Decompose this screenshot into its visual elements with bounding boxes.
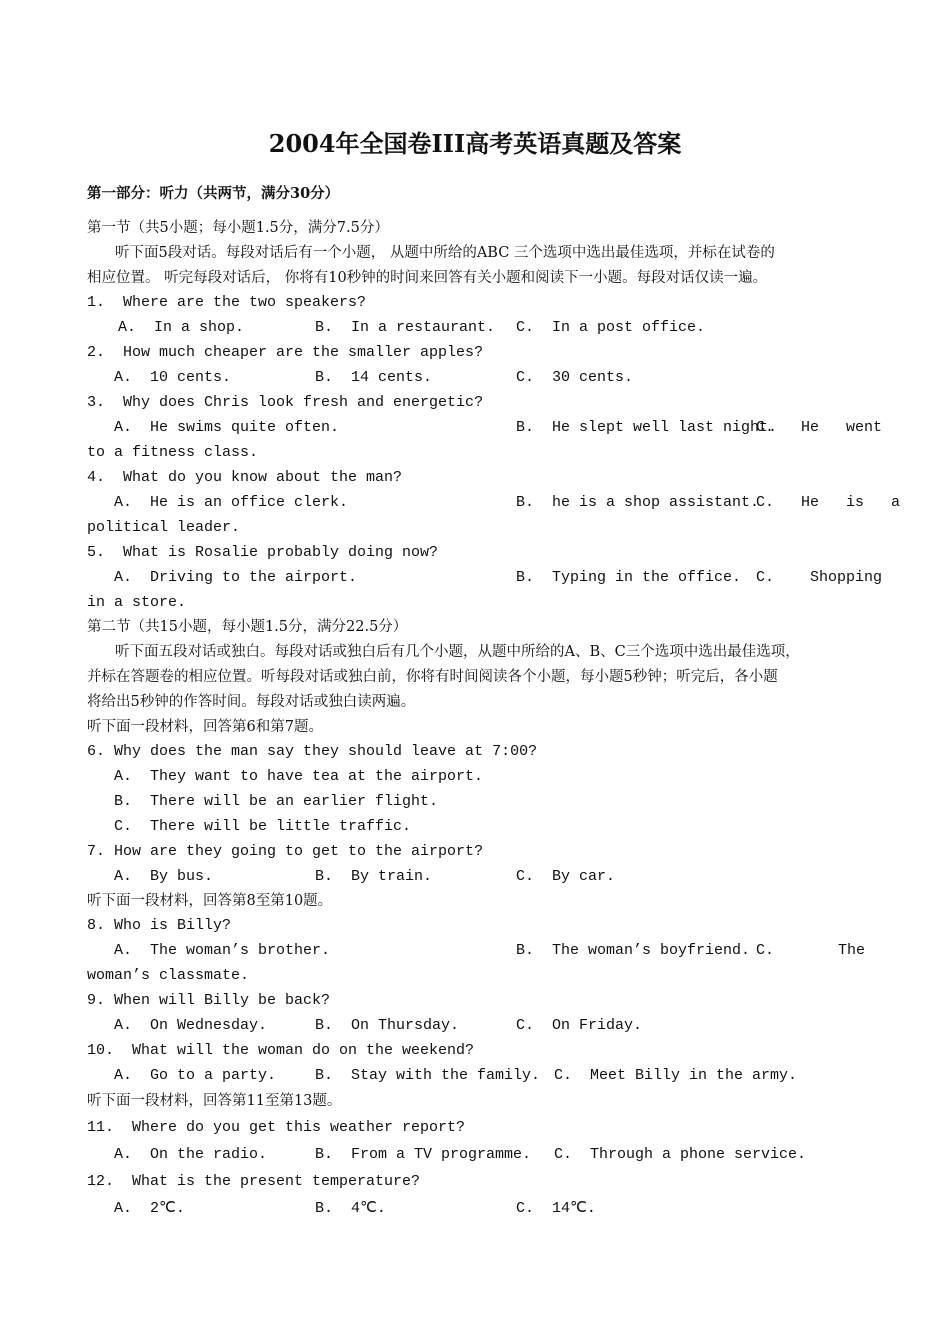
q4-option-b: B. he is a shop assistant.	[516, 494, 760, 511]
part1-heading: 第一部分：听力（共两节，满分30分）	[87, 185, 340, 202]
q2-option-c: C. 30 cents.	[516, 369, 634, 386]
q8-option-b: B. The woman’s boyfriend.	[516, 942, 751, 959]
question-10: 10. What will the woman do on the weekend?	[87, 1042, 475, 1059]
section1-instructions-2: 相应位置。 听完每段对话后， 你将有10秒钟的时间来回答有关小题和阅读下一小题。每段对话仅读一遍。	[87, 270, 768, 286]
q5-option-a: A. Driving to the airport.	[114, 569, 358, 586]
q10-option-a: A. Go to a party.	[114, 1067, 277, 1084]
q8-option-c-letter: C.	[756, 942, 775, 959]
q8-option-a: A. The woman’s brother.	[114, 942, 331, 959]
q1-option-b: B. In a restaurant.	[315, 319, 496, 336]
q3-option-b: B. He slept well last night.	[516, 419, 778, 436]
q10-option-c: C. Meet Billy in the army.	[554, 1067, 798, 1084]
question-1: 1. Where are the two speakers?	[87, 294, 367, 311]
q12-option-a: A. 2℃.	[114, 1200, 185, 1217]
q9-option-c: C. On Friday.	[516, 1017, 643, 1034]
q1-option-c: C. In a post office.	[516, 319, 706, 336]
question-8: 8. Who is Billy?	[87, 917, 232, 934]
q7-option-b: B. By train.	[315, 868, 433, 885]
q7-option-c: C. By car.	[516, 868, 616, 885]
question-4: 4. What do you know about the man?	[87, 469, 403, 486]
question-11: 11. Where do you get this weather report?	[87, 1119, 466, 1136]
q2-option-b: B. 14 cents.	[315, 369, 433, 386]
q9-option-a: A. On Wednesday.	[114, 1017, 268, 1034]
q12-option-b: B. 4℃.	[315, 1200, 386, 1217]
section1-instructions-1: 听下面5段对话。每段对话后有一个小题， 从题中所给的ABC 三个选项中选出最佳选项，并标在试卷的	[115, 245, 775, 261]
q5-option-c-continued: in a store.	[87, 594, 187, 611]
page-title: 2004年全国卷III高考英语真题及答案	[268, 129, 682, 158]
question-2: 2. How much cheaper are the smaller apples?	[87, 344, 484, 361]
material-intro-11-13: 听下面一段材料，回答第11至第13题。	[87, 1093, 342, 1109]
q6-option-b: B. There will be an earlier flight.	[114, 793, 439, 810]
q3-option-c: C. He went	[756, 419, 883, 436]
question-12: 12. What is the present temperature?	[87, 1173, 421, 1190]
material-intro-8-10: 听下面一段材料，回答第8至第10题。	[87, 893, 333, 909]
q4-option-c-continued: political leader.	[87, 519, 241, 536]
q9-option-b: B. On Thursday.	[315, 1017, 460, 1034]
q8-option-c: The	[838, 942, 866, 959]
q3-option-a: A. He swims quite often.	[114, 419, 340, 436]
q4-option-c: C. He is a	[756, 494, 901, 511]
question-3: 3. Why does Chris look fresh and energetic?	[87, 394, 484, 411]
q6-option-a: A. They want to have tea at the airport.	[114, 768, 484, 785]
q12-option-c: C. 14℃.	[516, 1200, 596, 1217]
q11-option-b: B. From a TV programme.	[315, 1146, 532, 1163]
question-7: 7. How are they going to get to the airport?	[87, 843, 484, 860]
material-intro-6-7: 听下面一段材料，回答第6和第7题。	[87, 719, 323, 735]
question-5: 5. What is Rosalie probably doing now?	[87, 544, 439, 561]
q4-option-a: A. He is an office clerk.	[114, 494, 349, 511]
section2-instructions-1: 听下面五段对话或独白。每段对话或独白后有几个小题，从题中所给的A、B、C三个选项中选出最佳选项，	[115, 644, 800, 660]
q6-option-c: C. There will be little traffic.	[114, 818, 412, 835]
section1-heading: 第一节（共5小题；每小题1.5分，满分7.5分）	[87, 220, 389, 236]
q3-option-c-continued: to a fitness class.	[87, 444, 259, 461]
q11-option-c: C. Through a phone service.	[554, 1146, 807, 1163]
section2-instructions-2: 并标在答题卷的相应位置。听每段对话或独白前，你将有时间阅读各个小题，每小题5秒钟；听完后，各小题	[87, 669, 778, 685]
q5-option-c: C. Shopping	[756, 569, 883, 586]
q1-option-a: A. In a shop.	[118, 319, 245, 336]
q8-option-c-continued: woman’s classmate.	[87, 967, 250, 984]
question-6: 6. Why does the man say they should leave at 7:00?	[87, 743, 538, 760]
q10-option-b: B. Stay with the family.	[315, 1067, 541, 1084]
q7-option-a: A. By bus.	[114, 868, 214, 885]
question-9: 9. When will Billy be back?	[87, 992, 331, 1009]
q2-option-a: A. 10 cents.	[114, 369, 232, 386]
q11-option-a: A. On the radio.	[114, 1146, 268, 1163]
section2-heading: 第二节（共15小题，每小题1.5分，满分22.5分）	[87, 619, 408, 635]
q5-option-b: B. Typing in the office.	[516, 569, 742, 586]
section2-instructions-3: 将给出5秒钟的作答时间。每段对话或独白读两遍。	[87, 694, 416, 710]
